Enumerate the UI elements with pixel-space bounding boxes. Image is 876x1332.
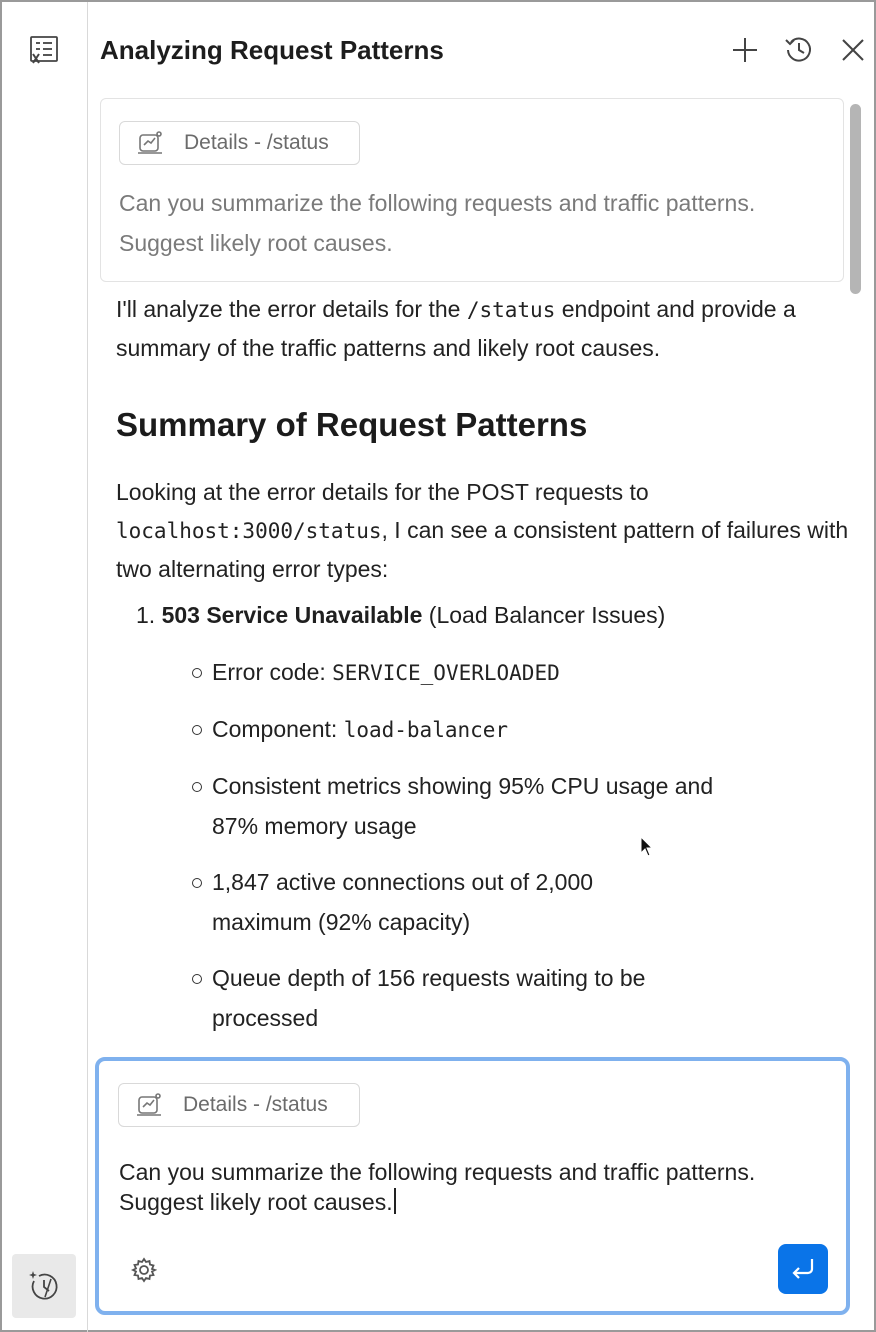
scrollbar[interactable] bbox=[850, 104, 861, 294]
close-button[interactable] bbox=[836, 33, 870, 67]
inline-code: localhost:3000/status bbox=[116, 519, 382, 543]
chip-label: Details - /status bbox=[184, 131, 329, 154]
page-title: Analyzing Request Patterns bbox=[100, 34, 444, 65]
formula-sheet-icon[interactable] bbox=[28, 34, 60, 66]
section-heading: Summary of Request Patterns bbox=[116, 406, 588, 443]
ai-history-button[interactable] bbox=[12, 1254, 76, 1318]
enter-icon bbox=[789, 1255, 817, 1283]
list-item-title: 503 Service Unavailable bbox=[161, 602, 423, 628]
chart-monitor-icon bbox=[136, 129, 164, 157]
text-caret bbox=[394, 1188, 396, 1214]
context-chip[interactable] bbox=[119, 121, 360, 165]
plus-icon bbox=[731, 36, 759, 64]
chart-monitor-icon bbox=[135, 1091, 163, 1119]
send-button[interactable] bbox=[778, 1244, 828, 1294]
user-message bbox=[100, 98, 844, 282]
inline-code: /status bbox=[466, 298, 556, 322]
sparkle-clock-icon bbox=[27, 1269, 61, 1303]
list-item: Consistent metrics showing 95% CPU usage and 87% memory usage bbox=[212, 766, 732, 846]
response-paragraph: Looking at the error details for the POST requests to localhost:3000/status, I can see a consistent pattern of failures with two alternating error types: bbox=[116, 479, 849, 582]
gear-icon[interactable] bbox=[131, 1257, 157, 1283]
chat-input-box[interactable] bbox=[95, 1057, 850, 1315]
history-icon bbox=[783, 34, 815, 66]
list-item: 1,847 active connections out of 2,000 maximum (92% capacity) bbox=[212, 862, 682, 942]
panel-header bbox=[100, 24, 870, 76]
list-item: Error code: SERVICE_OVERLOADED bbox=[212, 652, 772, 693]
close-icon bbox=[840, 37, 866, 63]
response-intro: I'll analyze the error details for the /status endpoint and provide a summary of the traffic patterns and likely root causes. bbox=[116, 296, 796, 361]
bullet-list bbox=[212, 652, 772, 1038]
list-item: Component: load-balancer bbox=[212, 709, 772, 750]
list-item: Queue depth of 156 requests waiting to be processed bbox=[212, 958, 732, 1038]
user-message-text: Can you summarize the following requests and traffic patterns. Suggest likely root causes. bbox=[119, 190, 756, 256]
list-item: 1. 503 Service Unavailable (Load Balancer Issues) bbox=[136, 602, 666, 628]
left-rail bbox=[2, 2, 88, 1332]
context-chip[interactable] bbox=[118, 1083, 360, 1127]
history-button[interactable] bbox=[782, 33, 816, 67]
message-input[interactable]: Can you summarize the following requests and traffic patterns. Suggest likely root causes. bbox=[119, 1159, 756, 1215]
assistant-response bbox=[116, 290, 856, 588]
chip-label: Details - /status bbox=[183, 1093, 328, 1116]
mouse-pointer-icon bbox=[640, 836, 656, 858]
new-chat-button[interactable] bbox=[728, 33, 762, 67]
